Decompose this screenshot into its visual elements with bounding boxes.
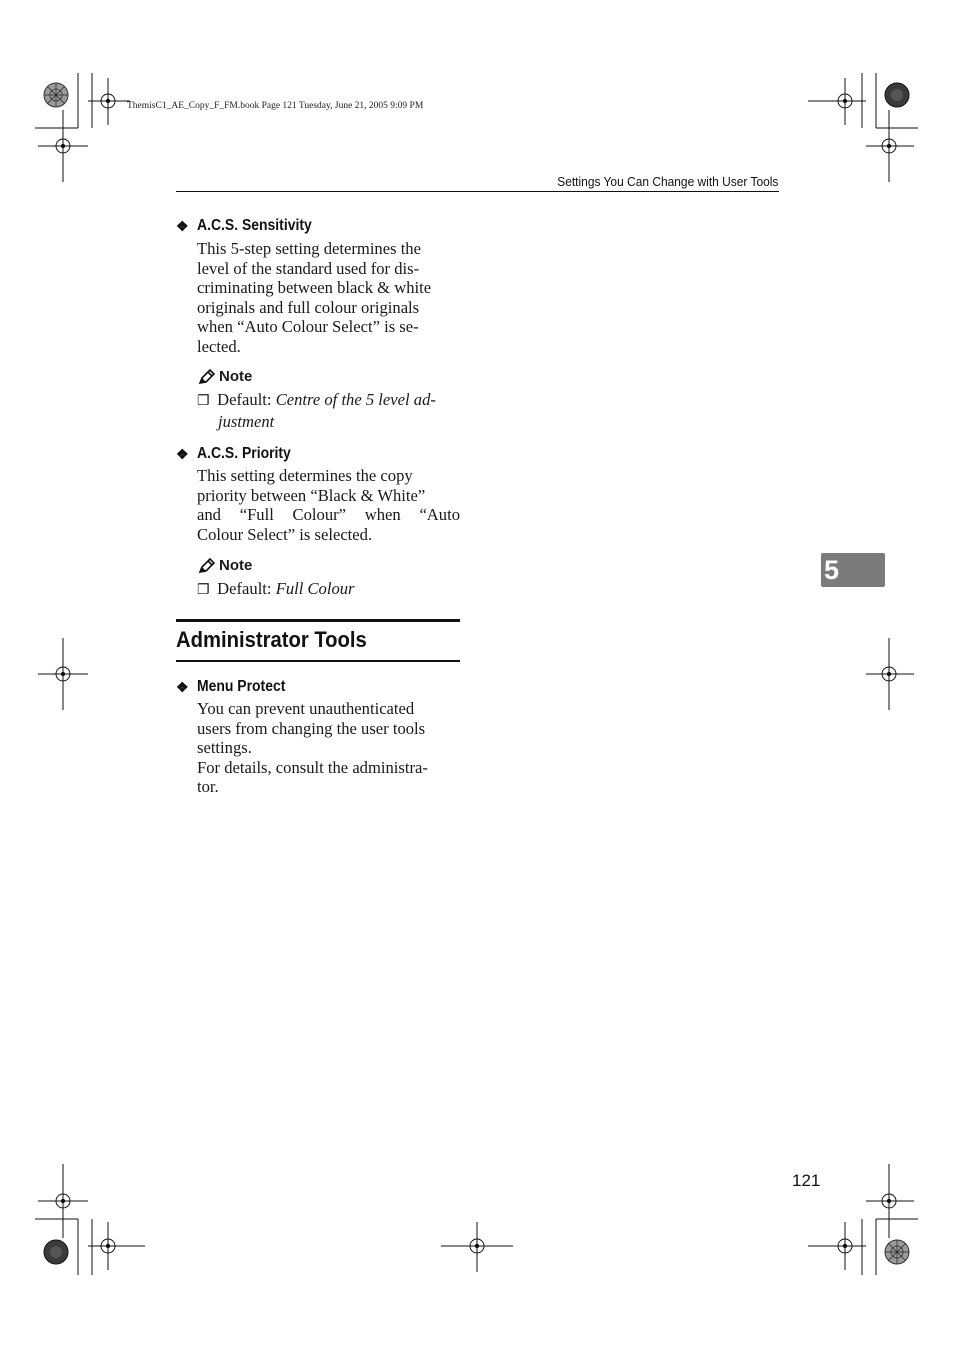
body-line: originals and full colour originals: [197, 297, 420, 317]
diamond-bullet-icon: ❖: [176, 445, 189, 462]
body-line: This setting determines the copy: [197, 466, 413, 485]
body-line: settings.: [197, 738, 252, 758]
note-bullet: ❐ Default: Full Colour: [197, 579, 460, 601]
print-info-line: ThemisC1_AE_Copy_F_FM.book Page 121 Tuesday, June 21, 2005 9:09 PM: [127, 101, 424, 111]
item-heading-menu-protect: ❖ Menu Protect: [176, 678, 286, 695]
item-body-acs-priority: [197, 466, 460, 544]
body-line: tor.: [197, 777, 219, 797]
body-line: criminating between black & white: [197, 278, 432, 298]
diamond-bullet-icon: ❖: [176, 678, 189, 695]
item-heading-acs-priority: ❖ A.C.S. Priority: [176, 445, 291, 462]
section-rule-bottom: [176, 660, 460, 662]
note-bullet: ❐ Default: Centre of the 5 level ad- justment: [197, 390, 436, 431]
checkbox-square-icon: ❐: [197, 394, 210, 409]
body-line: For details, consult the administra-: [197, 757, 428, 777]
note-heading: Note: [197, 557, 252, 574]
body-line: when “Auto Colour Select” is se-: [197, 317, 419, 337]
diamond-bullet-icon: ❖: [176, 217, 189, 234]
section-rule-top: [176, 619, 460, 622]
chapter-number: 5: [824, 555, 840, 585]
body-line: priority between “Black & White”: [197, 485, 426, 505]
body-line: You can prevent unauthenticated: [197, 699, 415, 718]
body-line: This 5-step setting determines the: [197, 239, 421, 258]
chapter-tab: [821, 553, 885, 587]
note-heading: Note: [197, 368, 252, 385]
page-number: 121: [792, 1171, 821, 1190]
running-header-title: Settings You Can Change with User Tools: [556, 174, 778, 189]
body-line: lected.: [197, 336, 241, 356]
pencil-note-icon: [197, 558, 215, 574]
checkbox-square-icon: ❐: [197, 583, 210, 598]
item-body-menu-protect: [197, 699, 460, 797]
body-line: Colour Select” is selected.: [197, 524, 373, 544]
pencil-note-icon: [197, 369, 215, 385]
header-rule: [176, 191, 779, 192]
body-line: users from changing the user tools: [197, 718, 426, 738]
item-body-acs-sensitivity: [197, 239, 460, 357]
body-line: level of the standard used for dis-: [197, 258, 420, 278]
item-heading-acs-sensitivity: ❖ A.C.S. Sensitivity: [176, 217, 312, 234]
section-title: Administrator Tools: [176, 627, 367, 652]
body-line: and “Full Colour” when “Auto: [197, 505, 460, 525]
